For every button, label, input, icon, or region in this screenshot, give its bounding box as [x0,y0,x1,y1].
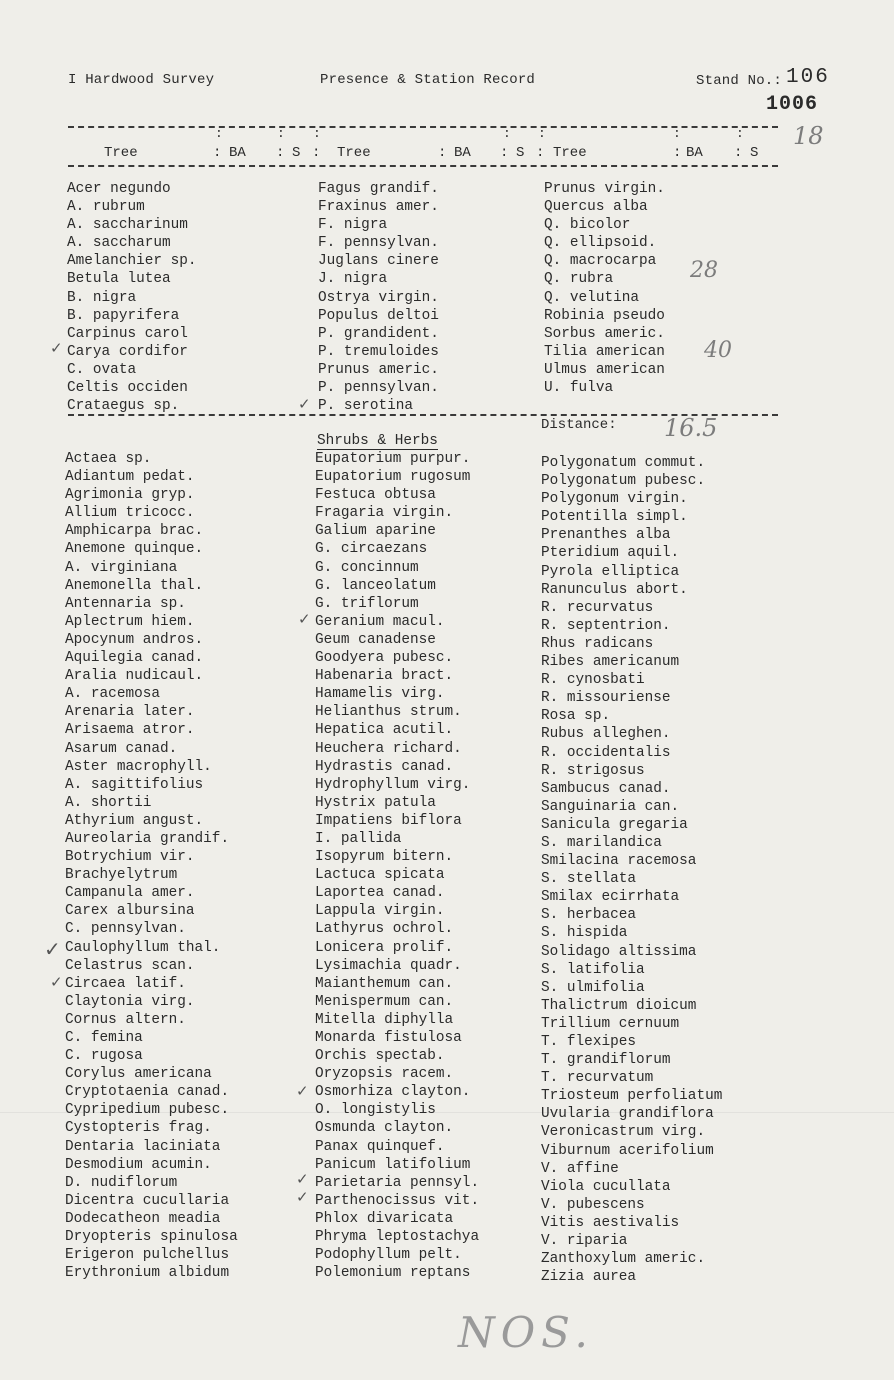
list-item: Q. macrocarpa [544,253,657,270]
list-item: Panax quinquef. [315,1138,445,1155]
list-item: Erigeron pulchellus [65,1247,230,1264]
col-header-tree-2: Tree [337,145,371,161]
list-item: Ulmus american [544,361,665,378]
list-item: Osmunda clayton. [315,1120,454,1137]
list-item: Brachyelytrum [65,867,178,884]
list-item: Q. rubra [544,271,614,288]
list-item: Pteridium aquil. [541,545,680,562]
list-item: Carex albursina [65,903,195,920]
herb-list-2 [315,450,479,1282]
header-dashed-rule [68,165,778,167]
list-item: O. longistylis [315,1102,436,1119]
list-item: V. affine [541,1160,619,1177]
tree-list-3 [544,180,665,397]
list-item: Osmorhiza clayton. [315,1084,471,1101]
list-item: Maianthemum can. [315,975,454,992]
list-item: B. papyrifera [67,307,180,324]
list-item: Dentaria laciniata [65,1138,221,1155]
list-item: Prunus americ. [318,361,439,378]
list-item: Phlox divaricata [315,1210,454,1227]
list-item: A. virginiana [65,559,178,576]
list-item: Geum canadense [315,631,436,648]
list-item: B. nigra [67,289,137,306]
list-item: Podophyllum pelt. [315,1247,462,1264]
list-item: Adiantum pedat. [65,469,195,486]
list-item: Smilax ecirrhata [541,889,680,906]
document-page: I Hardwood Survey Presence & Station Record Stand No.: 106 1006 18 : : : : : : : Tree : BA : S : Tree : BA : S : Tree : BA : S Acer negundo A. rubrum A. saccharinum A. saccharum Amelanchier sp. Betula lutea B. nigra B. papyrifera Carpinus carol Carya cordifor C. ovata Celtis occiden Crataegus sp. Fagus grandif. Fraxinus amer. F. nigra F. pennsylvan. Juglans cinere J. nigra Ostrya virgin. Populus deltoi P. grandident. P. tremuloides Prunus americ. P. pennsylvan. P. serotina Prunus virgin. Quercus alba Q. bicolor Q. ellipsoid. Q. macrocarpa Q. rubra Q. velutina Robinia pseudo Sorbus americ. Tilia american Ulmus american U. fulva 28 40 ✓ ✓ Distance: 16.5 Shrubs & Herbs Actaea sp. Adiantum pedat. Agrimonia gryp. Allium tricocc. Amphicarpa brac. Anemone quinque. A. virginiana Anemonella thal. Antennaria sp. Aplectrum hiem. Apocynum andros. Aquilegia canad. Aralia nudicaul. A. racemosa Arenaria later. Arisaema atror. Asarum canad. Aster macrophyll. A. sagittifolius A. shortii Athyrium angust. Aureolaria grandif. Botrychium vir. Brachyelytrum Campanula amer. Carex albursina C. pennsylvan. Caulophyllum thal. Celastrus scan. Circaea latif. Claytonia virg. Cornus altern. C. femina C. rugosa Corylus americana Cryptotaenia canad. Cypripedium pubesc. Cystopteris frag. Dentaria laciniata Desmodium acumin. D. nudiflorum Dicentra cucullaria Dodecatheon meadia Dryopteris spinulosa Erigeron pulchellus Erythronium albidum Eupatorium purpur. Eupatorium rugosum Festuca obtusa Fragaria virgin. Galium aparine G. circaezans G. concinnum G. lanceolatum G. triflorum Geranium macul. Geum canadense Goodyera pubesc. Habenaria bract. Hamamelis virg. Helianthus strum. Hepatica acutil. Heuchera richard. Hydrastis canad. Hydrophyllum virg. Hystrix patula Impatiens biflora I. pallida Isopyrum bitern. Lactuca spicata Laportea canad. Lappula virgin. Lathyrus ochrol. Lonicera prolif. Lysimachia quadr. Maianthemum can. Menispermum can. Mitella diphylla Monarda fistulosa Orchis spectab. Oryzopsis racem. Osmorhiza clayton. O. longistylis Osmunda clayton. Panax quinquef. Panicum latifolium Parietaria pennsyl. Parthenocissus vit. Phlox divaricata Phryma leptostachya Podophyllum pelt. Polemonium reptans Polygonatum commut. Polygonatum pubesc. Polygonum virgin. Potentilla simpl. Prenanthes alba Pteridium aquil. Pyrola elliptica Ranunculus abort. R. recurvatus R. septentrion. Rhus radicans Ribes americanum R. cynosbati R. missouriense Rosa sp. Rubus alleghen. R. occidentalis R. strigosus Sambucus canad. Sanguinaria can. Sanicula gregaria S. marilandica Smilacina racemosa S. stellata Smilax ecirrhata S. herbacea S. hispida Solidago altissima S. latifolia S. ulmifolia Thalictrum dioicum Trillium cernuum T. flexipes T. grandiflorum T. recurvatum Triosteum perfoliatum Uvularia grandiflora Veronicastrum virg. Viburnum acerifolium V. affine Viola cucullata V. pubescens Vitis aestivalis V. riparia Zanthoxylum americ. Zizia aurea ✓ ✓ ✓ ✓ ✓ ✓ NOS. [0,0,894,1380]
list-item: Fagus grandif. [318,181,439,197]
list-item: Juglans cinere [318,253,439,270]
list-item: Rhus radicans [541,635,654,652]
list-item: R. missouriense [541,690,671,707]
list-item: Orchis spectab. [315,1048,445,1065]
list-item: Monarda fistulosa [315,1030,462,1046]
list-item: Prunus virgin. [544,181,665,197]
list-item: Viola cucullata [541,1178,671,1195]
col-header-s-3: S [750,145,759,161]
list-item: A. sagittifolius [65,776,204,793]
check-mark-icon: ✓ [50,339,63,357]
col-header-tree-1: Tree [104,145,138,161]
check-mark-icon: ✓ [298,395,311,413]
list-item: Eupatorium purpur. [315,451,471,467]
list-item: Claytonia virg. [65,993,195,1010]
list-item: Sorbus americ. [544,325,665,342]
list-item: P. tremuloides [318,343,439,360]
list-item: Laportea canad. [315,885,445,902]
list-item: Aralia nudicaul. [65,668,204,685]
list-item: Aplectrum hiem. [65,613,195,630]
list-item: Polemonium reptans [315,1265,471,1282]
col-header-ba-2: BA [454,145,471,161]
list-item: J. nigra [318,271,388,288]
note-rubra: 28 [690,258,718,283]
list-item: Mitella diphylla [315,1011,454,1028]
stand-number: 106 [786,66,830,89]
list-item: Aster macrophyll. [65,758,212,775]
form-title: Presence & Station Record [320,72,536,88]
list-item: Corylus americana [65,1066,212,1083]
list-item: Lysimachia quadr. [315,957,462,974]
check-mark-icon: ✓ [298,610,311,628]
list-item: Uvularia grandiflora [541,1106,714,1123]
list-item: Rubus alleghen. [541,726,671,743]
list-item: Triosteum perfoliatum [541,1088,723,1105]
list-item: Carya cordifor [67,343,188,360]
check-mark-icon: ✓ [50,973,63,991]
list-item: I. pallida [315,830,402,847]
list-item: Anemone quinque. [65,541,204,558]
list-item: Dryopteris spinulosa [65,1229,238,1246]
list-item: Cryptotaenia canad. [65,1084,230,1101]
list-item: Ranunculus abort. [541,581,688,598]
list-item: Q. ellipsoid. [544,235,657,252]
list-item: Hystrix patula [315,794,436,811]
list-item: Ostrya virgin. [318,289,439,306]
list-item: Zanthoxylum americ. [541,1251,706,1268]
list-item: Cystopteris frag. [65,1120,212,1137]
list-item: Arisaema atror. [65,722,195,739]
list-item: A. shortii [65,794,152,811]
list-item: Circaea latif. [65,975,186,992]
list-item: P. serotina [318,398,413,415]
tree-list-1 [67,180,197,415]
list-item: S. stellata [541,871,636,888]
list-item: Asarum canad. [65,740,178,757]
list-item: S. ulmifolia [541,979,645,996]
list-item: Rosa sp. [541,708,611,725]
list-item: Hepatica acutil. [315,722,454,739]
list-item: Prenanthes alba [541,527,671,544]
list-item: Vitis aestivalis [541,1214,680,1231]
list-item: Robinia pseudo [544,307,665,324]
list-item: Q. bicolor [544,217,631,234]
check-mark-icon: ✓ [296,1188,309,1206]
list-item: Impatiens biflora [315,812,462,829]
list-item: P. grandident. [318,325,439,342]
list-item: Phryma leptostachya [315,1229,480,1246]
list-item: C. femina [65,1030,143,1046]
list-item: Solidago altissima [541,943,697,960]
list-item: Actaea sp. [65,451,152,467]
list-item: Aquilegia canad. [65,650,204,667]
list-item: Lathyrus ochrol. [315,921,454,938]
list-item: R. recurvatus [541,599,654,616]
list-item: Carpinus carol [67,325,188,342]
list-item: Hamamelis virg. [315,686,445,703]
list-item: Smilacina racemosa [541,853,697,870]
list-item: A. saccharum [67,235,171,252]
list-item: T. recurvatum [541,1070,654,1087]
list-item: Athyrium angust. [65,812,204,829]
list-item: Agrimonia gryp. [65,487,195,504]
list-item: Helianthus strum. [315,704,462,721]
stamp-number: 1006 [766,93,819,116]
list-item: Festuca obtusa [315,487,436,504]
col-header-s-2: S [516,145,525,161]
list-item: C. pennsylvan. [65,921,186,938]
list-item: Allium tricocc. [65,505,195,522]
list-item: Polygonum virgin. [541,491,688,508]
list-item: R. occidentalis [541,744,671,761]
list-item: S. herbacea [541,907,636,924]
list-item: C. rugosa [65,1048,143,1065]
list-item: Cypripedium pubesc. [65,1102,230,1119]
list-item: R. cynosbati [541,672,645,689]
distance-value: 16.5 [664,414,718,442]
list-item: Antennaria sp. [65,595,186,612]
list-item: Caulophyllum thal. [65,939,221,956]
list-item: Betula lutea [67,271,171,288]
list-item: Acer negundo [67,181,171,197]
list-item: R. septentrion. [541,617,671,634]
list-item: Ribes americanum [541,654,680,671]
list-item: Crataegus sp. [67,398,180,415]
list-item: Eupatorium rugosum [315,469,471,486]
list-item: Celtis occiden [67,380,188,397]
check-mark-icon: ✓ [296,1082,309,1100]
list-item: Trillium cernuum [541,1015,680,1032]
list-item: Isopyrum bitern. [315,849,454,866]
list-item: C. ovata [67,361,137,378]
list-item: Panicum latifolium [315,1156,471,1173]
list-item: A. racemosa [65,686,160,703]
list-item: Sanguinaria can. [541,798,680,815]
list-item: Apocynum andros. [65,631,204,648]
col-header-tree-3: Tree [553,145,587,161]
list-item: Aureolaria grandif. [65,830,230,847]
list-item: Erythronium albidum [65,1265,230,1282]
col-header-ba-1: BA [229,145,246,161]
list-item: A. rubrum [67,199,145,216]
list-item: T. grandiflorum [541,1052,671,1069]
list-item: G. lanceolatum [315,577,436,594]
list-item: Amphicarpa brac. [65,523,204,540]
list-item: Anemonella thal. [65,577,204,594]
list-item: Desmodium acumin. [65,1156,212,1173]
list-item: Cornus altern. [65,1011,186,1028]
list-item: Menispermum can. [315,993,454,1010]
list-item: D. nudiflorum [65,1174,178,1191]
list-item: Thalictrum dioicum [541,997,697,1014]
list-item: Pyrola elliptica [541,563,680,580]
bottom-note: NOS. [458,1308,594,1357]
list-item: Celastrus scan. [65,957,195,974]
distance-label: Distance: [541,417,617,433]
list-item: R. strigosus [541,762,645,779]
survey-name: I Hardwood Survey [68,72,215,88]
list-item: G. concinnum [315,559,419,576]
col-header-s-1: S [292,145,301,161]
list-item: Galium aparine [315,523,436,540]
check-mark-icon: ✓ [44,937,61,961]
list-item: Dodecatheon meadia [65,1210,221,1227]
note-18: 18 [793,122,824,150]
list-item: V. pubescens [541,1196,645,1213]
herb-list-1 [65,450,238,1282]
list-item: U. fulva [544,380,614,397]
list-item: Quercus alba [544,199,648,216]
list-item: Tilia american [544,343,665,360]
list-item: F. nigra [318,217,388,234]
list-item: V. riparia [541,1233,628,1250]
list-item: Lonicera prolif. [315,939,454,956]
list-item: Arenaria later. [65,704,195,721]
list-item: Habenaria bract. [315,668,454,685]
list-item: Sambucus canad. [541,780,671,797]
list-item: Hydrastis canad. [315,758,454,775]
list-item: Zizia aurea [541,1269,636,1286]
herb-list-3 [541,454,722,1286]
tree-list-2 [318,180,439,415]
list-item: Heuchera richard. [315,740,462,757]
list-item: Geranium macul. [315,613,445,630]
list-item: Dicentra cucullaria [65,1192,230,1209]
list-item: Fraxinus amer. [318,199,439,216]
list-item: Parthenocissus vit. [315,1192,480,1209]
stand-label: Stand No.: [696,73,783,89]
check-mark-icon: ✓ [296,1170,309,1188]
list-item: Sanicula gregaria [541,816,688,833]
list-item: Campanula amer. [65,885,195,902]
list-item: Botrychium vir. [65,849,195,866]
list-item: Polygonatum pubesc. [541,473,706,490]
list-item: P. pennsylvan. [318,380,439,397]
list-item: Goodyera pubesc. [315,650,454,667]
list-item: S. hispida [541,925,628,942]
list-item: Oryzopsis racem. [315,1066,454,1083]
list-item: Lappula virgin. [315,903,445,920]
note-tilia: 40 [704,338,732,363]
list-item: Q. velutina [544,289,639,306]
list-item: T. flexipes [541,1034,636,1050]
list-item: Parietaria pennsyl. [315,1174,480,1191]
list-item: F. pennsylvan. [318,235,439,252]
list-item: Amelanchier sp. [67,253,197,270]
list-item: G. circaezans [315,541,428,558]
list-item: S. latifolia [541,961,645,978]
list-item: Viburnum acerifolium [541,1142,714,1159]
list-item: Hydrophyllum virg. [315,776,471,793]
list-item: Potentilla simpl. [541,509,688,526]
col-header-ba-3: BA [686,145,703,161]
list-item: Lactuca spicata [315,867,445,884]
list-item: Polygonatum commut. [541,455,706,471]
list-item: Fragaria virgin. [315,505,454,522]
list-item: Veronicastrum virg. [541,1124,706,1141]
shrubs-herbs-title: Shrubs & Herbs [317,433,438,449]
list-item: S. marilandica [541,834,662,851]
list-item: Populus deltoi [318,307,439,324]
list-item: A. saccharinum [67,217,188,234]
top-dashed-rule [68,126,778,128]
list-item: G. triflorum [315,595,419,612]
